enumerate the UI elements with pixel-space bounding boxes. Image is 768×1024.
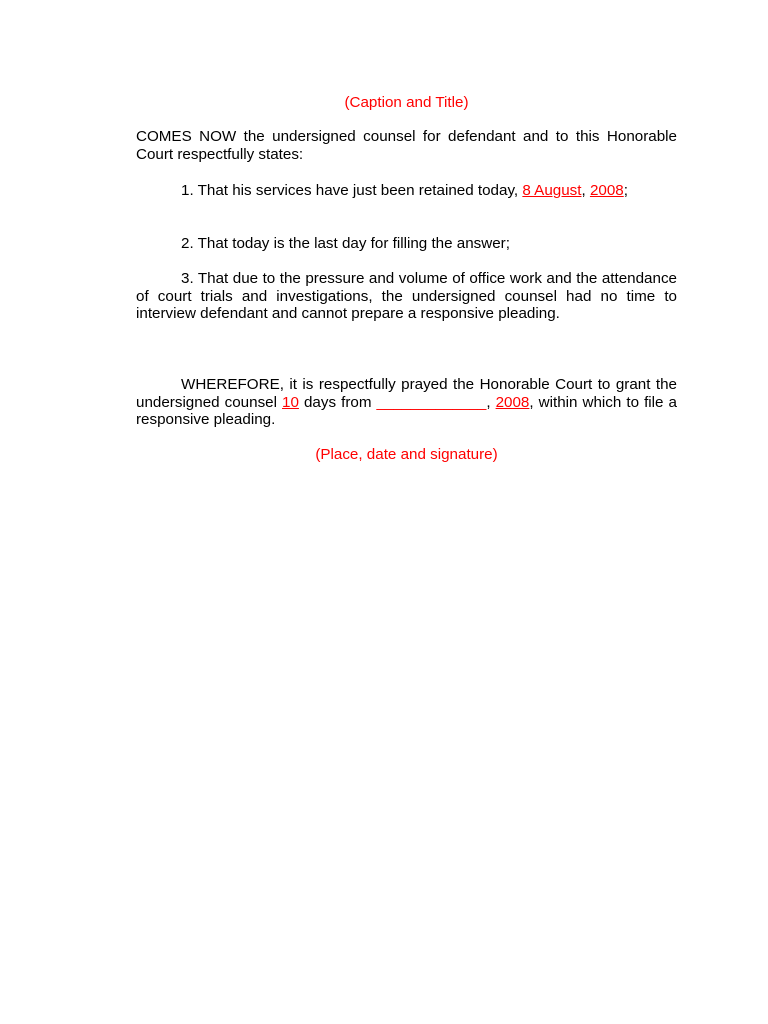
prayer-text-before: WHEREFORE, it is respectfully prayed the Honorable Court to grant the undersigned counsel [136, 376, 677, 411]
closing-placeholder: (Place, date and signature) [315, 446, 498, 463]
retained-year: 2008 [589, 182, 624, 199]
prayer-paragraph [136, 376, 677, 429]
item-2-paragraph: 2. That today is the last day for filling the answer; [181, 235, 510, 252]
date-blank: _____________ [376, 393, 487, 411]
item-1-end: ; [623, 182, 628, 199]
item-1-comma: , [581, 182, 590, 199]
item-1-paragraph [136, 182, 677, 200]
item-1-text: 1. That his services have just been retained today, [181, 182, 523, 199]
prayer-year: 2008 [495, 393, 530, 411]
item-3-paragraph: 3. That due to the pressure and volume of office work and the attendance of court trials and investigations, the undersigned counsel had no time to interview defendant and cannot prepare a responsive pleading. [136, 270, 677, 323]
prayer-comma: , [486, 393, 496, 411]
prayer-text-after: , within which to file a responsive pleading. [136, 393, 677, 429]
extension-days: 10 [282, 393, 299, 411]
retained-date: 8 August [522, 182, 582, 199]
caption-placeholder: (Caption and Title) [344, 94, 469, 111]
intro-paragraph: COMES NOW the undersigned counsel for defendant and to this Honorable Court respectfully states: [136, 128, 677, 163]
prayer-text-middle: days from [298, 393, 377, 411]
